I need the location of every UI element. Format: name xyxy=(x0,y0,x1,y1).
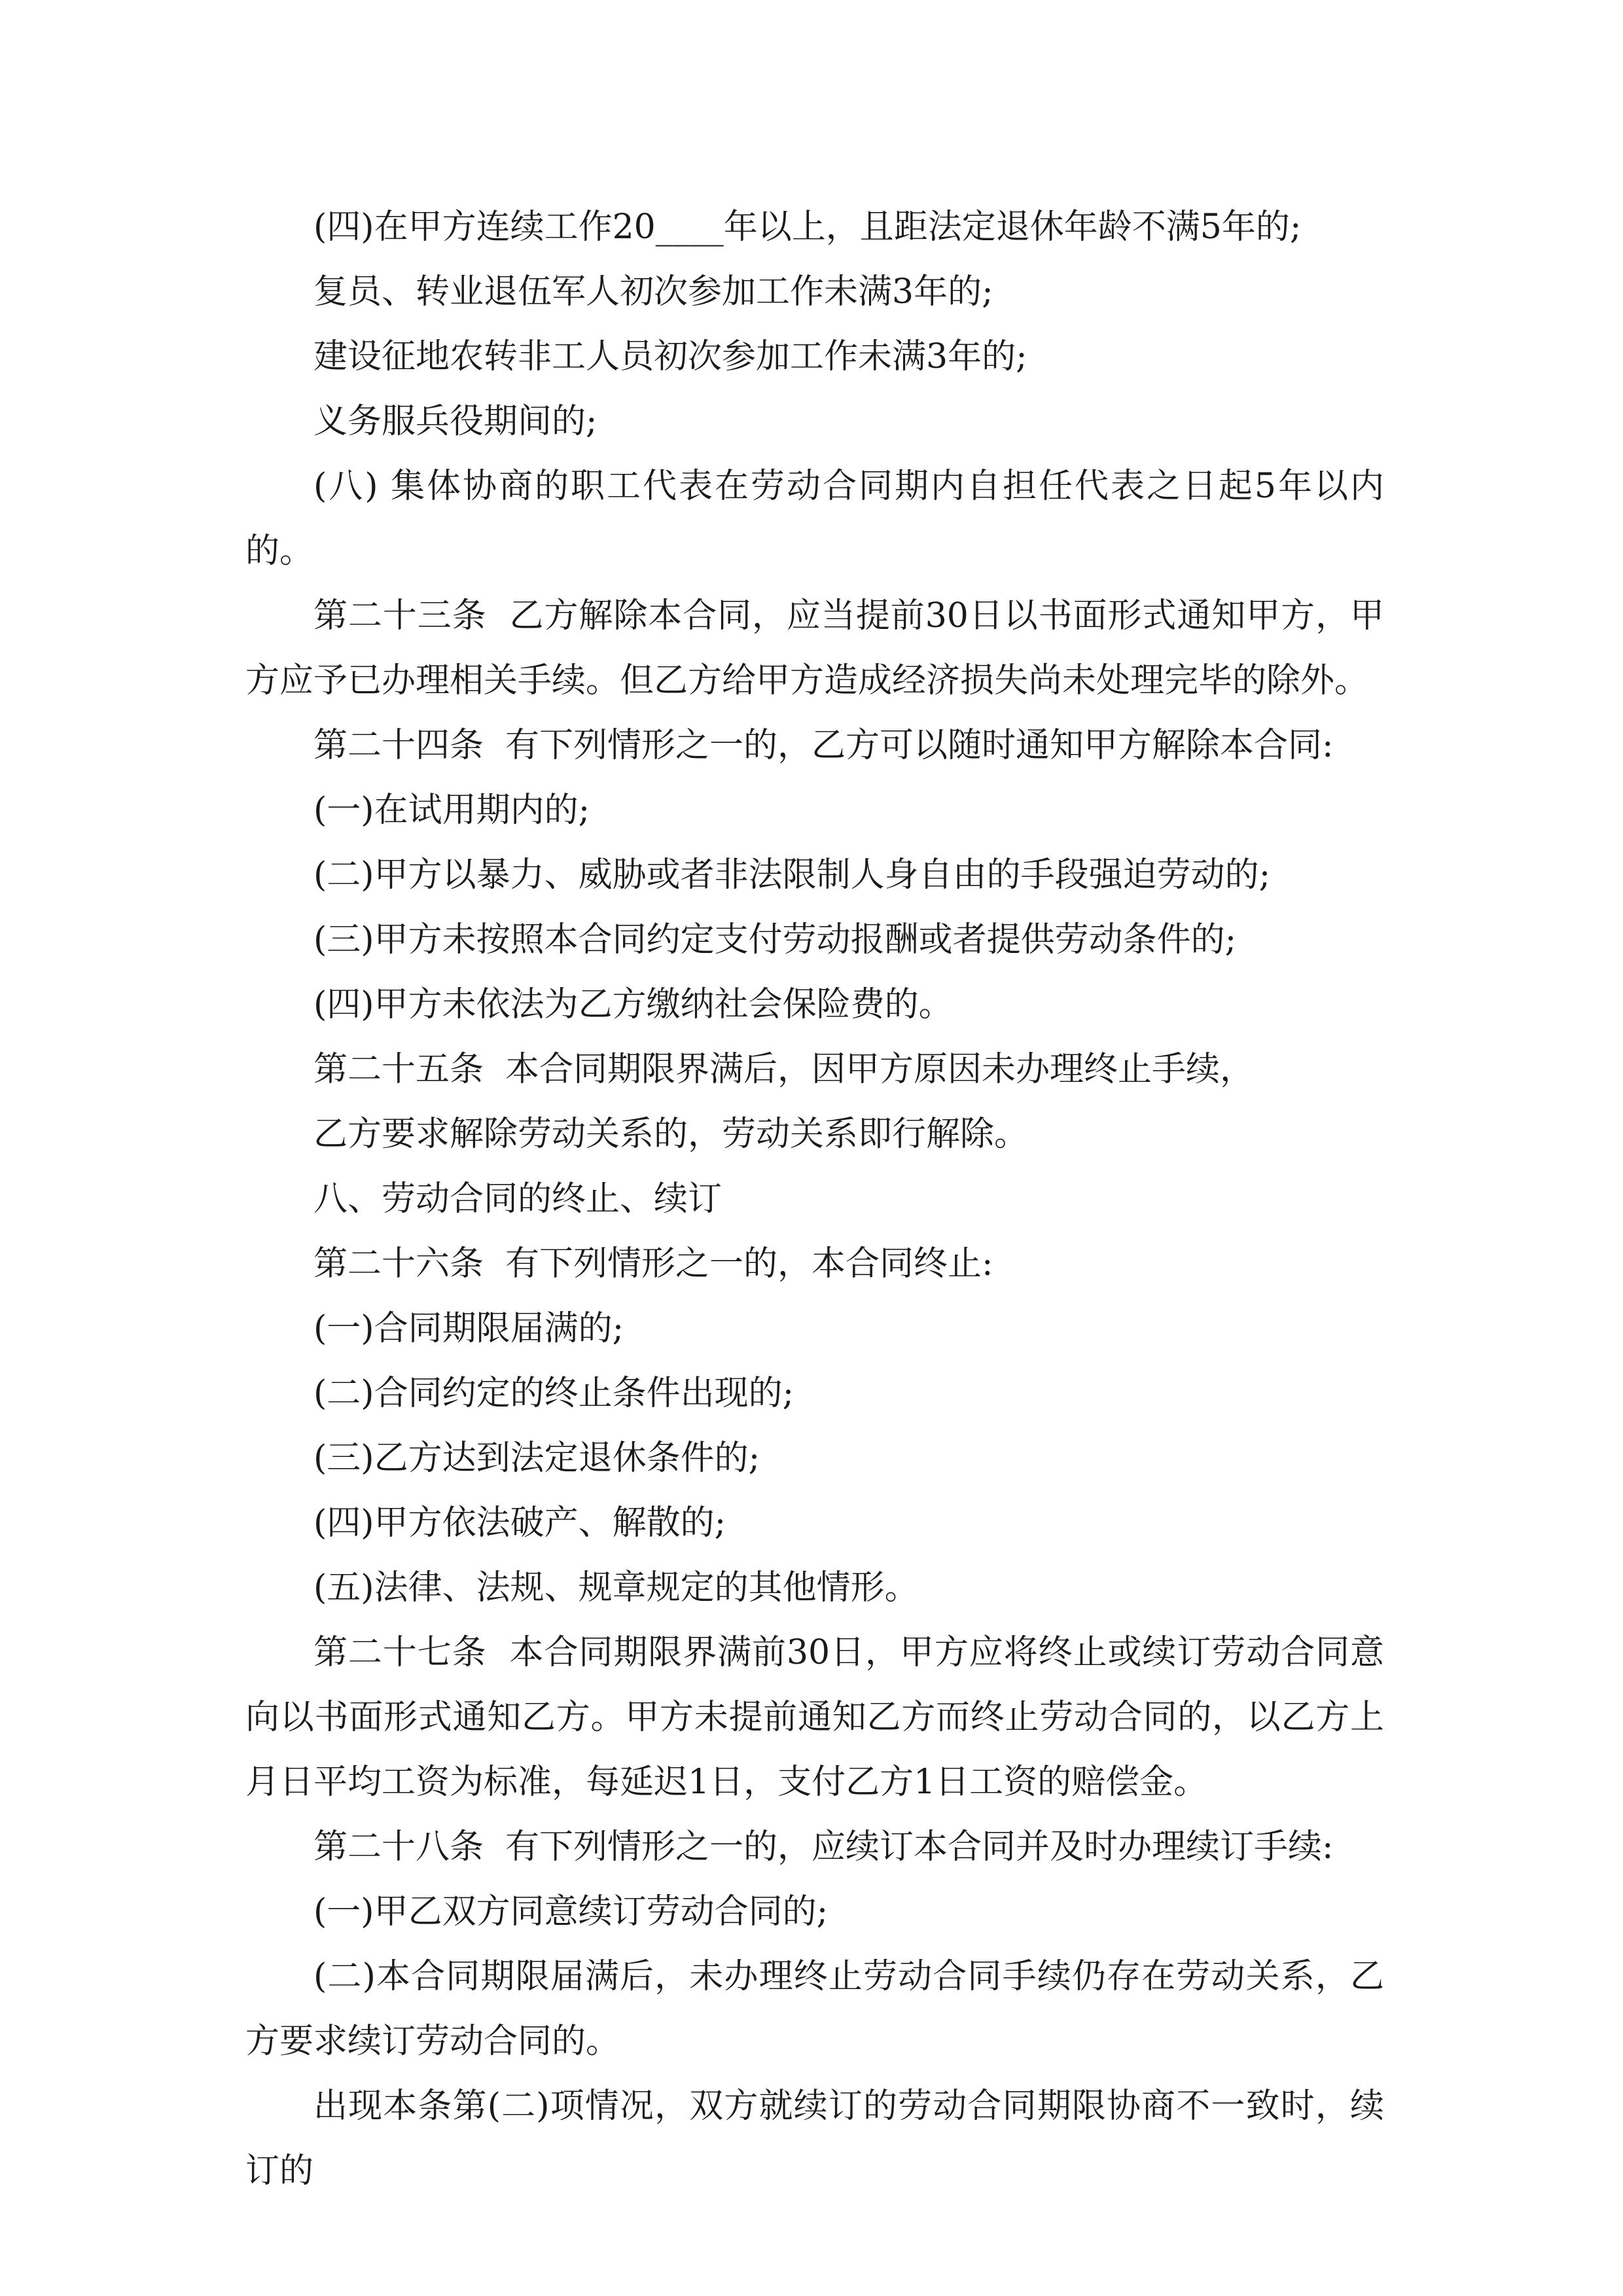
article-23: 第二十三条 乙方解除本合同，应当提前30日以书面形式通知甲方，甲方应予已办理相关手续。但乙方给甲方造成经济损失尚未处理完毕的除外。 xyxy=(245,596,1384,700)
article-26-item-3: (三)乙方达到法定退休条件的; xyxy=(313,1439,760,1478)
article-26-item-1: (一)合同期限届满的; xyxy=(313,1309,624,1348)
section-heading: 八、劳动合同的终止、续订 xyxy=(313,1179,722,1219)
article-25: 第二十五条 本合同期限界满后，因甲方原因未办理终止手续， xyxy=(313,1050,1255,1089)
article-24-item-4: (四)甲方未依法为乙方缴纳社会保险费的。 xyxy=(313,985,953,1024)
article-24: 第二十四条 有下列情形之一的，乙方可以随时通知甲方解除本合同: xyxy=(313,726,1334,765)
paragraph-4: 义务服兵役期间的; xyxy=(313,402,597,441)
article-26-item-5: (五)法律、法规、规章规定的其他情形。 xyxy=(313,1568,919,1607)
article-28-item-2: (二)本合同期限届满后，未办理终止劳动合同手续仍存在劳动关系，乙方要求续订劳动合同的。 xyxy=(245,1957,1384,2061)
article-28-note: 出现本条第(二)项情况，双方就续订的劳动合同期限协商不一致时，续订的 xyxy=(245,2087,1384,2191)
paragraph-3: 建设征地农转非工人员初次参加工作未满3年的; xyxy=(313,337,1027,376)
article-28-item-1: (一)甲乙双方同意续订劳动合同的; xyxy=(313,1892,829,1931)
article-27: 第二十七条 本合同期限界满前30日，甲方应将终止或续订劳动合同意向以书面形式通知乙方。甲方未提前通知乙方而终止劳动合同的，以乙方上月日平均工资为标准，每延迟1日，支付乙方1日工资的赔偿金。 xyxy=(245,1633,1384,1802)
article-24-item-3: (三)甲方未按照本合同约定支付劳动报酬或者提供劳动条件的; xyxy=(313,920,1237,960)
article-24-item-1: (一)在试用期内的; xyxy=(313,791,590,830)
article-26: 第二十六条 有下列情形之一的，本合同终止: xyxy=(313,1244,993,1283)
article-28: 第二十八条 有下列情形之一的，应续订本合同并及时办理续订手续: xyxy=(313,1827,1334,1867)
article-25-continued: 乙方要求解除劳动关系的，劳动关系即行解除。 xyxy=(313,1115,1029,1154)
paragraph-1: (四)在甲方连续工作20____年以上，且距法定退休年龄不满5年的; xyxy=(313,207,1302,247)
article-26-item-2: (二)合同约定的终止条件出现的; xyxy=(313,1374,794,1413)
document-body xyxy=(245,195,1384,2204)
paragraph-5: (八) 集体协商的职工代表在劳动合同期内自担任代表之日起5年以内的。 xyxy=(245,467,1384,571)
paragraph-2: 复员、转业退伍军人初次参加工作未满3年的; xyxy=(313,272,993,312)
article-26-item-4: (四)甲方依法破产、解散的; xyxy=(313,1503,726,1543)
article-24-item-2: (二)甲方以暴力、威胁或者非法限制人身自由的手段强迫劳动的; xyxy=(313,855,1271,895)
